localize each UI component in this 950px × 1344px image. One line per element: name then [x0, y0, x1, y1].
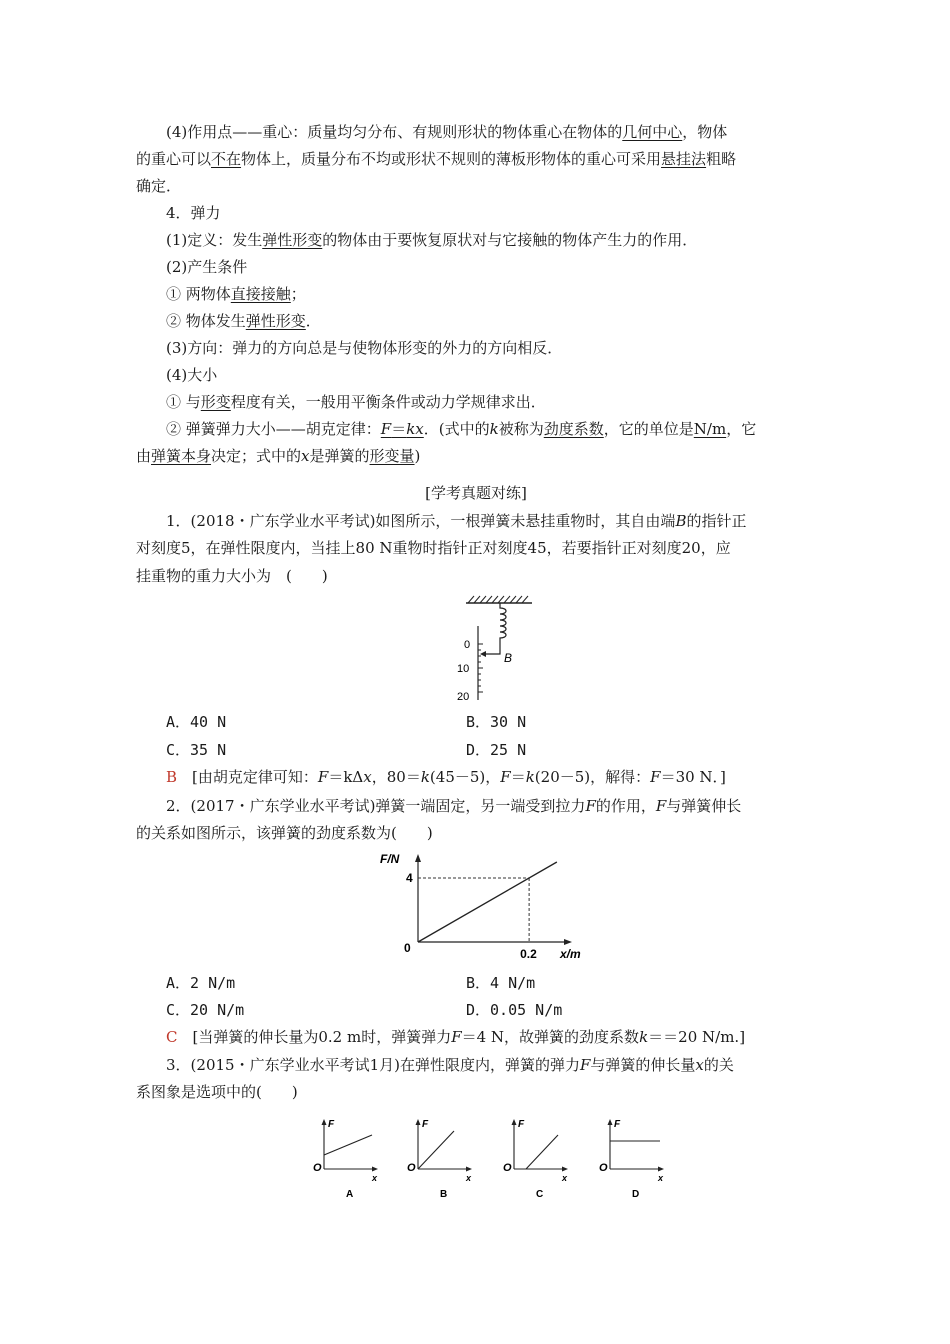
option-a: A．2 N/m [166, 974, 236, 992]
graph-line [526, 1135, 558, 1169]
paragraph-line: ② 弹簧弹力大小——胡克定律：F＝kx．(式中的k被称为劲度系数，它的单位是N/m，它 [166, 420, 757, 438]
svg-text:F: F [518, 1119, 525, 1130]
underlined-term: 悬挂法 [661, 150, 707, 168]
series-line [418, 862, 557, 942]
graph-label: B [440, 1189, 448, 1200]
x-axis-arrow [564, 939, 572, 945]
option-d: D．25 N [466, 741, 527, 759]
svg-text:O: O [599, 1162, 608, 1174]
force-extension-chart [374, 848, 594, 964]
tick-label-0: 0 [464, 639, 471, 651]
underlined-term: 劲度系数 [543, 420, 604, 438]
question-3-text: 3．(2015・广东学业水平考试1月)在弹性限度内，弹簧的弹力F与弹簧的伸长量x的关 [166, 1056, 734, 1074]
x-axis-label: x/m [560, 947, 581, 961]
option-c: C．20 N/m [166, 1001, 245, 1019]
paragraph-line: ① 两物体直接接触； [166, 285, 306, 303]
option-b: B．4 N/m [466, 974, 536, 992]
graph-option-b [404, 1115, 480, 1201]
underlined-term: 几何中心 [622, 123, 683, 141]
svg-text:F: F [422, 1119, 429, 1130]
y-tick-label: 4 [406, 871, 413, 885]
y-axis-label: F/N [380, 852, 400, 866]
x-tick-label: 0.2 [520, 947, 537, 961]
graph-option-a [310, 1115, 386, 1201]
svg-text:F: F [614, 1119, 621, 1130]
paragraph-line: 确定． [136, 177, 182, 195]
answer-1: B [由胡克定律可知：F＝kΔx，80＝k(45－5)，F＝k(20－5)，解得：F＝30 N．] [166, 768, 726, 786]
option-c: C．35 N [166, 741, 227, 759]
spring-figure [450, 592, 540, 704]
graph-option-d [596, 1115, 672, 1201]
graph-line [324, 1135, 372, 1155]
option-b: B．30 N [466, 713, 527, 731]
spring-coil [482, 603, 506, 654]
svg-text:O: O [407, 1162, 416, 1174]
label-b: B [504, 651, 513, 665]
underlined-term: 弹簧本身 [151, 447, 212, 465]
y-axis-arrow [415, 854, 421, 862]
paragraph-line: (4)大小 [166, 366, 218, 384]
paragraph-line: ① 与形变程度有关，一般用平衡条件或动力学规律求出． [166, 393, 546, 411]
svg-text:x: x [562, 1173, 568, 1183]
svg-text:F: F [328, 1119, 335, 1130]
underlined-term: 不在 [211, 150, 242, 168]
option-a: A．40 N [166, 713, 227, 731]
svg-text:O: O [503, 1162, 512, 1174]
question-1-text: 1．(2018・广东学业水平考试)如图所示，一根弹簧未悬挂重物时，其自由端B的指针正 [166, 512, 747, 530]
svg-text:x: x [658, 1173, 664, 1183]
svg-text:x: x [372, 1173, 378, 1183]
answer-2: C [当弹簧的伸长量为0.2 m时，弹簧弹力F＝4 N，故弹簧的劲度系数k＝＝20 N/m.] [166, 1028, 746, 1046]
underlined-term: 弹性形变 [262, 231, 323, 249]
graph-label: C [536, 1189, 544, 1200]
paragraph-line: 由弹簧本身决定；式中的x是弹簧的形变量) [136, 447, 421, 465]
graph-line [418, 1131, 454, 1169]
paragraph-line: 的重心可以不在物体上，质量分布不均或形状不规则的薄板形物体的重心可采用悬挂法粗略 [136, 150, 737, 168]
ceiling-hatch [466, 596, 532, 603]
underlined-term: 形变 [200, 393, 231, 411]
paragraph-line: (1)定义：发生弹性形变的物体由于要恢复原状对与它接触的物体产生力的作用． [166, 231, 698, 249]
underlined-term: 形变量 [369, 447, 415, 465]
question-3-text: 系图象是选项中的( ) [136, 1083, 298, 1101]
paragraph-line: (2)产生条件 [166, 258, 248, 276]
graph-label: D [632, 1189, 640, 1200]
question-1-text: 对刻度5，在弹性限度内，当挂上80 N重物时指针正对刻度45，若要指针正对刻度20，应 [136, 539, 731, 557]
ruler-ticks [478, 644, 483, 692]
paragraph-line: (4)作用点——重心：质量均匀分布、有规则形状的物体重心在物体的几何中心，物体 [166, 123, 728, 141]
origin-label: 0 [404, 941, 411, 955]
formula-hooke: F＝kx [380, 420, 424, 438]
svg-text:x: x [466, 1173, 472, 1183]
svg-text:O: O [313, 1162, 322, 1174]
option-d: D．0.05 N/m [466, 1001, 563, 1019]
section-title: [学考真题对练] [425, 484, 527, 502]
answer-letter: C [166, 1028, 178, 1046]
paragraph-line: (3)方向：弹力的方向总是与使物体形变的外力的方向相反． [166, 339, 563, 357]
underlined-term: 弹性形变 [245, 312, 306, 330]
section-heading: 4．弹力 [166, 204, 221, 222]
answer-letter: B [166, 768, 178, 786]
paragraph-line: ② 物体发生弹性形变． [166, 312, 321, 330]
graph-label: A [346, 1189, 354, 1200]
tick-label-20: 20 [457, 691, 470, 703]
underlined-term: 直接接触 [230, 285, 291, 303]
underlined-term: N/m [693, 420, 727, 438]
question-2-text: 2．(2017・广东学业水平考试)弹簧一端固定，另一端受到拉力F的作用，F与弹簧伸长 [166, 797, 742, 815]
question-2-text: 的关系如图所示，该弹簧的劲度系数为( ) [136, 824, 433, 842]
tick-label-10: 10 [457, 663, 470, 675]
graph-option-c [500, 1115, 576, 1201]
question-1-text: 挂重物的重力大小为 ( ) [136, 567, 328, 585]
